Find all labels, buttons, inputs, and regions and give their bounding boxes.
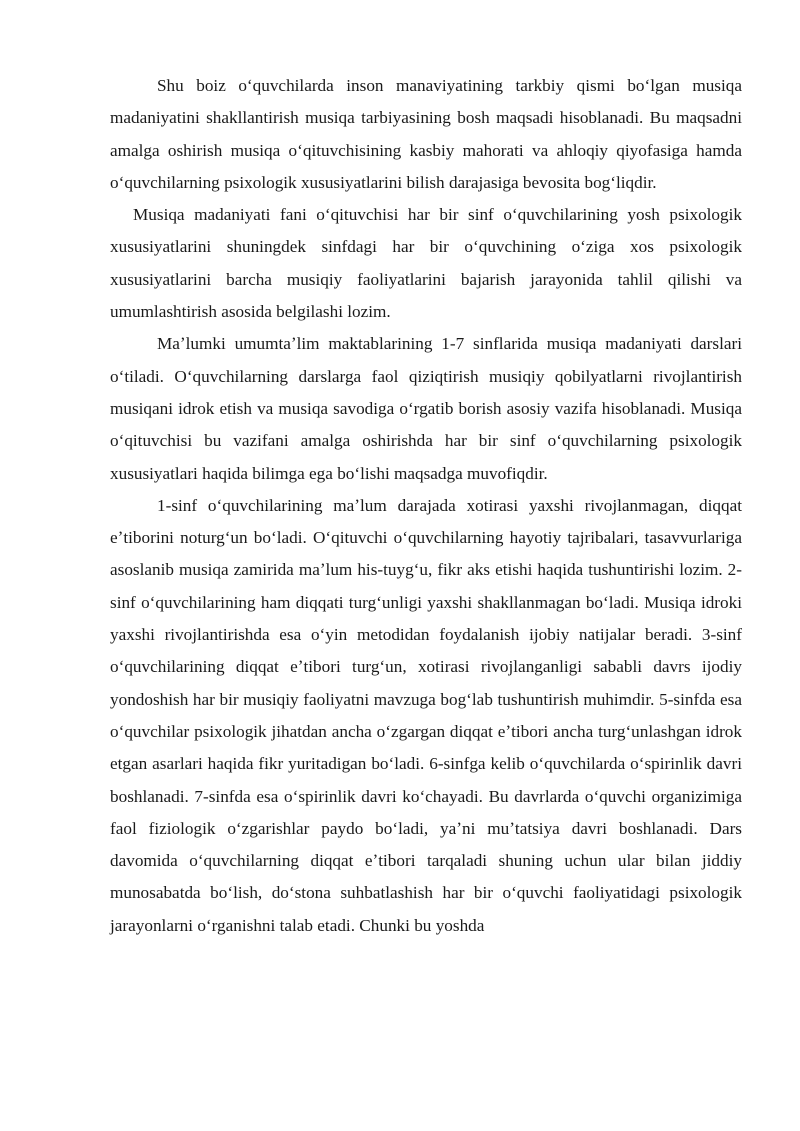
paragraph-grade-psychology: 1-sinf oʻquvchilarining maʼlum darajada xotirasi yaxshi rivojlanmagan, diqqat eʼtiborini noturgʻun boʻladi. Oʻqituvchi oʻquvchilarning hayotiy tajribalari, tasavvurlariga asoslanib musiqa zamirida maʼlum his-tuygʻu, fikr aks etishi haqida tushuntirishi lozim. 2-sinf oʻquvchilarining ham diqqati turgʻunligi yaxshi shakllanmagan boʻladi. Musiqa idroki yaxshi rivojlantirishda esa oʻyin metodidan foydalanish ijobiy natijalar beradi. 3-sinf oʻquvchilarining diqqat eʼtibori turgʻun, xotirasi rivojlanganligi sababli davrs ijodiy yondoshish har bir musiqiy faoliyatni mavzuga bogʻlab tushuntirish muhimdir. 5-sinfda esa oʻquvchilar psixologik jihatdan ancha oʻzgargan diqqat eʼtibori ancha turgʻunlashgan idrok etgan asarlari haqida fikr yuritadigan boʻladi. 6-sinfga kelib oʻquvchilarda oʻspirinlik davri boshlanadi. 7-sinfda esa oʻspirinlik davri koʻchayadi. Bu davrlarda oʻquvchi organizimiga faol fiziologik oʻzgarishlar paydo boʻladi, yaʼni muʼtatsiya davri boshlanadi. Dars davomida oʻquvchilarning diqqat eʼtibori tarqaladi shuning uchun ular bilan jiddiy munosabatda boʻlish, doʻstona suhbatlashish har bir oʻquvchi faoliyatidagi psixologik jarayonlarni oʻrganishni talab etadi. Chunki bu yoshda xyxy=(110,495,742,935)
paragraph-teacher-analysis: Musiqa madaniyati fani oʻqituvchisi har bir sinf oʻquvchilarining yosh psixologik xususiyatlarini shuningdek sinfdagi har bir oʻquvchining oʻziga xos psixologik xususiyatlarini barcha musiqiy faoliyatlarini bajarish jarayonida tahlil qilishi va umumlashtirish asosida belgilashi lozim. xyxy=(110,205,742,322)
paragraph-music-culture-goal: Shu boiz oʻquvchilarda inson manaviyatining tarkbiy qismi boʻlgan musiqa madaniyatini shakllantirish musiqa tarbiyasining bosh maqsadi hisoblanadi. Bu maqsadni amalga oshirish musiqa oʻqituvchisining kasbiy mahorati va ahloqiy qiyofasiga hamda oʻquvchilarning psixologik xususiyatlarini bilish darajasiga bevosita bogʻliqdir. xyxy=(110,76,742,192)
document-page xyxy=(110,70,742,942)
paragraph-school-classes: Maʼlumki umumtaʼlim maktablarining 1-7 sinflarida musiqa madaniyati darslari oʻtiladi. Oʻquvchilarning darslarga faol qiziqtirish musiqiy qobilyatlarni rivojlantirish musiqani idrok etish va musiqa savodiga oʻrgatib borish asosiy vazifa hisoblanadi. Musiqa oʻqituvchisi bu vazifani amalga oshirishda har bir sinf oʻquvchilarning psixologik xususiyatlari haqida bilimga ega boʻlishi maqsadga muvofiqdir. xyxy=(110,334,742,483)
